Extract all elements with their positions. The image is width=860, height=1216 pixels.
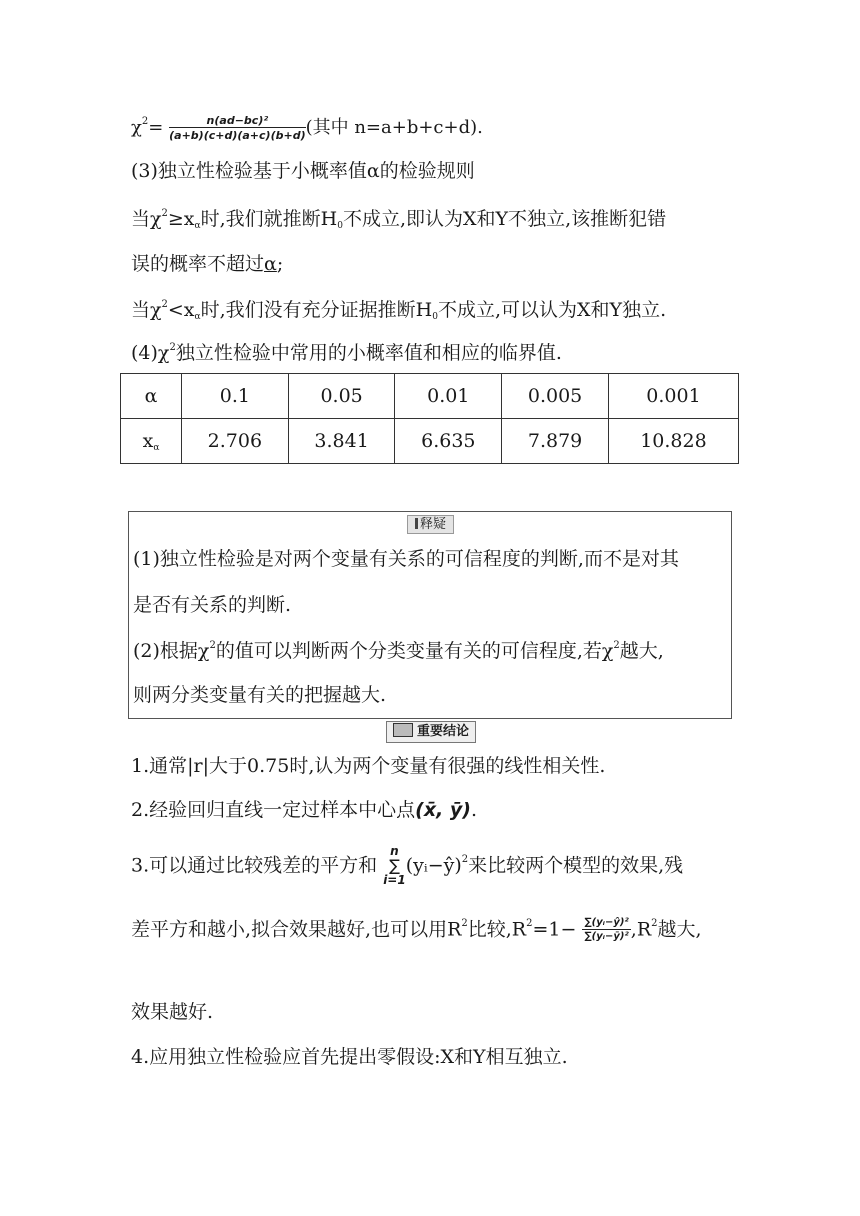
note-p1-line1: (1)独立性检验是对两个变量有关系的可信程度的判断,而不是对其 (133, 548, 679, 570)
rule2-sub: α (194, 312, 201, 322)
rule1-text-a: 当χ (131, 208, 162, 230)
r2-numerator: ∑(yᵢ−ŷ)² (584, 917, 629, 928)
sec4-title (131, 343, 562, 363)
conclusion-3-line2-c: =1− (532, 918, 577, 941)
sec3-rule2 (131, 300, 666, 322)
rule1-line2-underlined: α (264, 253, 277, 275)
rule2-sub2: 0 (432, 312, 438, 322)
note-p2-b: 的值可以判断两个分类变量有关的可信程度,若χ (215, 640, 614, 662)
sec4-title-sup: 2 (169, 342, 176, 353)
note-p2-line1 (133, 641, 664, 661)
conclusion-3-line3: 效果越好. (131, 1001, 214, 1023)
rule1-text-b: ≥x (167, 208, 195, 230)
conclusion-3-line1 (131, 845, 683, 887)
formula-fraction (169, 115, 305, 141)
note-p2-c: 越大, (619, 640, 664, 662)
tag-bar-icon (415, 518, 418, 529)
formula-denominator: (a+b)(c+d)(a+c)(b+d) (169, 129, 306, 142)
conclusion-3-line2-sup2: 2 (526, 918, 533, 929)
table-cell: 2.706 (182, 419, 289, 464)
table-row-x (121, 419, 739, 464)
conclusion-3-line2-sup: 2 (461, 918, 468, 929)
x-label: x (142, 429, 154, 452)
table-cell: 10.828 (608, 419, 738, 464)
formula-numerator: n(ad−bc)² (169, 115, 305, 128)
x-label-sub: α (153, 442, 160, 453)
conclusion-3-line2-d: ,R (630, 918, 652, 941)
conclusion-2 (131, 801, 477, 820)
rule1-text-c: 时,我们就推断H (200, 208, 338, 230)
rule1-sup: 2 (161, 208, 168, 219)
table-cell: 3.841 (288, 419, 395, 464)
conclusion-2-a: 2.经验回归直线一定过样本中心点 (131, 799, 416, 821)
rule1-sub2: 0 (337, 221, 343, 231)
critical-value-table (120, 373, 739, 464)
conclusion-3-line2-sup3: 2 (651, 918, 658, 929)
table-cell: 0.05 (288, 374, 395, 419)
clarification-tag (407, 515, 454, 534)
conclusion-3-a: 3.可以通过比较残差的平方和 (131, 854, 378, 877)
note-p2-line2: 则两分类变量有关的把握越大. (133, 684, 387, 706)
conclusion-3-term: (yᵢ−ŷ) (405, 854, 462, 877)
conclusion-3-sup: 2 (461, 854, 469, 865)
conclusion-3-line2-b: 比较,R (467, 918, 527, 941)
table-header-x (121, 419, 182, 464)
table-header-alpha: α (121, 374, 182, 419)
conclusion-3-line2-a: 差平方和越小,拟合效果越好,也可以用R (131, 918, 462, 941)
rule1-text-d: 不成立,即认为X和Y不独立,该推断犯错 (342, 208, 667, 230)
note-p2-sup: 2 (209, 640, 216, 651)
formula-tail: (其中 n=a+b+c+d). (305, 117, 483, 138)
r-squared-fraction (582, 918, 630, 942)
rule2-text-c: 时,我们没有充分证据推断H (200, 299, 433, 321)
conclusion-4: 4.应用独立性检验应首先提出零假设:X和Y相互独立. (131, 1046, 568, 1068)
formula-eq: = (148, 117, 164, 138)
sec4-title-b: 独立性检验中常用的小概率值和相应的临界值. (175, 342, 562, 364)
table-cell: 0.1 (182, 374, 289, 419)
sec4-title-a: (4)χ (131, 342, 170, 364)
table-cell: 6.635 (395, 419, 502, 464)
r2-denominator: ∑(yᵢ−ȳ)² (584, 931, 629, 942)
note-p1-line2: 是否有关系的判断. (133, 594, 292, 616)
rule2-text-d: 不成立,可以认为X和Y独立. (437, 299, 667, 321)
conclusion-1: 1.通常|r|大于0.75时,认为两个变量有很强的线性相关性. (131, 755, 606, 777)
clarification-tag-label: 释疑 (419, 517, 446, 532)
sum-operator (383, 845, 406, 887)
chi-square-formula (131, 115, 483, 141)
rule1-line2-a: 误的概率不超过 (131, 253, 265, 275)
conclusions-tag-label: 重要结论 (416, 724, 469, 739)
sum-top: n (390, 844, 399, 858)
rule2-sup: 2 (161, 299, 168, 310)
conclusion-3-b: 来比较两个模型的效果,残 (468, 854, 684, 877)
sec3-rule1 (131, 209, 666, 231)
conclusion-3-line2 (131, 918, 702, 942)
conclusion-2-b: . (470, 799, 478, 821)
conclusion-3-line2-e: 越大, (657, 918, 702, 941)
sum-bottom: i=1 (383, 873, 406, 888)
sum-sigma-icon: ∑ (389, 855, 400, 875)
rule2-text-a: 当χ (131, 299, 162, 321)
formula-lhs: χ (131, 117, 142, 138)
rule1-sub: α (194, 221, 201, 231)
table-cell: 0.005 (502, 374, 609, 419)
note-p2-a: (2)根据χ (133, 640, 210, 662)
note-p2-sup2: 2 (613, 640, 620, 651)
conclusions-tag (386, 721, 476, 743)
sec3-rule1-line2 (131, 255, 283, 274)
sec3-title: (3)独立性检验基于小概率值α的检验规则 (131, 160, 475, 182)
book-icon (393, 723, 413, 737)
rule1-line2-b: ; (276, 253, 284, 275)
table-cell: 7.879 (502, 419, 609, 464)
formula-lhs-sup: 2 (141, 116, 149, 127)
table-cell: 0.001 (608, 374, 738, 419)
table-cell: 0.01 (395, 374, 502, 419)
table-row-alpha (121, 374, 739, 419)
rule2-text-b: <x (167, 299, 195, 321)
conclusion-2-center-point: (x̄, ȳ) (415, 799, 471, 821)
